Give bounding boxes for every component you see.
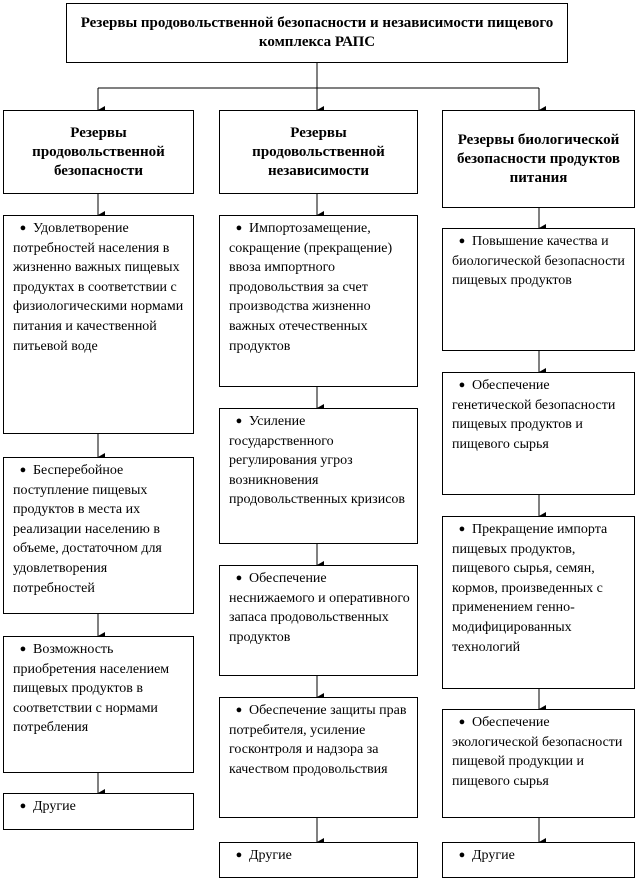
bullet-icon: ●	[458, 235, 466, 247]
col3-item	[442, 228, 635, 351]
col2-item-text: Другие	[249, 848, 292, 863]
bullet-icon: ●	[458, 716, 466, 728]
col2-item	[219, 565, 418, 676]
bullet-icon: ●	[19, 464, 27, 476]
col2-item	[219, 215, 418, 387]
bullet-icon: ●	[235, 704, 243, 716]
bullet-icon: ●	[458, 379, 466, 391]
bullet-icon: ●	[458, 849, 466, 861]
bullet-icon: ●	[235, 222, 243, 234]
col2-item-text: Обеспечение неснижаемого и оперативного запаса продовольственных продуктов	[229, 571, 410, 645]
header-food-security	[3, 110, 194, 194]
col1-item-text: Другие	[33, 799, 76, 814]
col3-item	[442, 516, 635, 689]
bullet-icon: ●	[235, 849, 243, 861]
bullet-icon: ●	[19, 800, 27, 812]
col1-item	[3, 636, 194, 773]
col1-item	[3, 457, 194, 614]
col2-item	[219, 408, 418, 544]
col2-item-text: Усиление государственного регулирования угроз возникновения продовольственных кризисов	[229, 414, 406, 508]
col1-item-text: Бесперебойное поступление пищевых продуктов в места их реализации населению в объеме, достаточном для удовлетворения потребностей	[13, 463, 162, 596]
diagram-title	[66, 3, 568, 63]
col3-item-text: Обеспечение экологической безопасности пищевой продукции и пищевого сырья	[452, 715, 623, 789]
diagram-title-text: Резервы продовольственной безопасности и независимости пищевого комплекса РАПС	[80, 15, 554, 50]
col2-item	[219, 697, 418, 818]
col3-item	[442, 372, 635, 495]
col1-item	[3, 215, 194, 434]
col2-item	[219, 842, 418, 878]
col1-item-text: Удовлетворение потребностей населения в жизненно важных пищевых продуктах в соответствии с физиологическими нормами питания и качественной питьевой воде	[13, 221, 184, 354]
bullet-icon: ●	[458, 523, 466, 535]
col1-item	[3, 793, 194, 830]
header-food-independence	[219, 110, 418, 194]
col3-item-text: Прекращение импорта пищевых продуктов, пищевого сырья, семян, кормов, произведенных с применением генно-модифицированных технологий	[452, 522, 608, 655]
header-food-independence-text: Резервы продовольственной независимости	[252, 124, 385, 179]
col3-item-text: Другие	[472, 848, 515, 863]
bullet-icon: ●	[235, 572, 243, 584]
header-biological-safety	[442, 110, 635, 208]
col2-item-text: Обеспечение защиты прав потребителя, усиление госконтроля и надзора за качеством продовольствия	[229, 703, 407, 777]
col3-item	[442, 709, 635, 818]
bullet-icon: ●	[19, 643, 27, 655]
col3-item-text: Повышение качества и биологической безопасности пищевых продуктов	[452, 234, 625, 289]
header-food-security-text: Резервы продовольственной безопасности	[32, 124, 165, 179]
col1-item-text: Возможность приобретения населением пищевых продуктов в соответствии с нормами потребления	[13, 642, 170, 736]
col3-item	[442, 842, 635, 878]
col2-item-text: Импортозамещение, сокращение (прекращение) ввоза импортного продовольствия за счет производства жизненно важных отечественных продуктов	[229, 221, 393, 354]
bullet-icon: ●	[19, 222, 27, 234]
header-biological-safety-text: Резервы биологической безопасности продуктов питания	[457, 131, 620, 186]
col3-item-text: Обеспечение генетической безопасности пищевых продуктов и пищевого сырья	[452, 378, 616, 452]
bullet-icon: ●	[235, 415, 243, 427]
